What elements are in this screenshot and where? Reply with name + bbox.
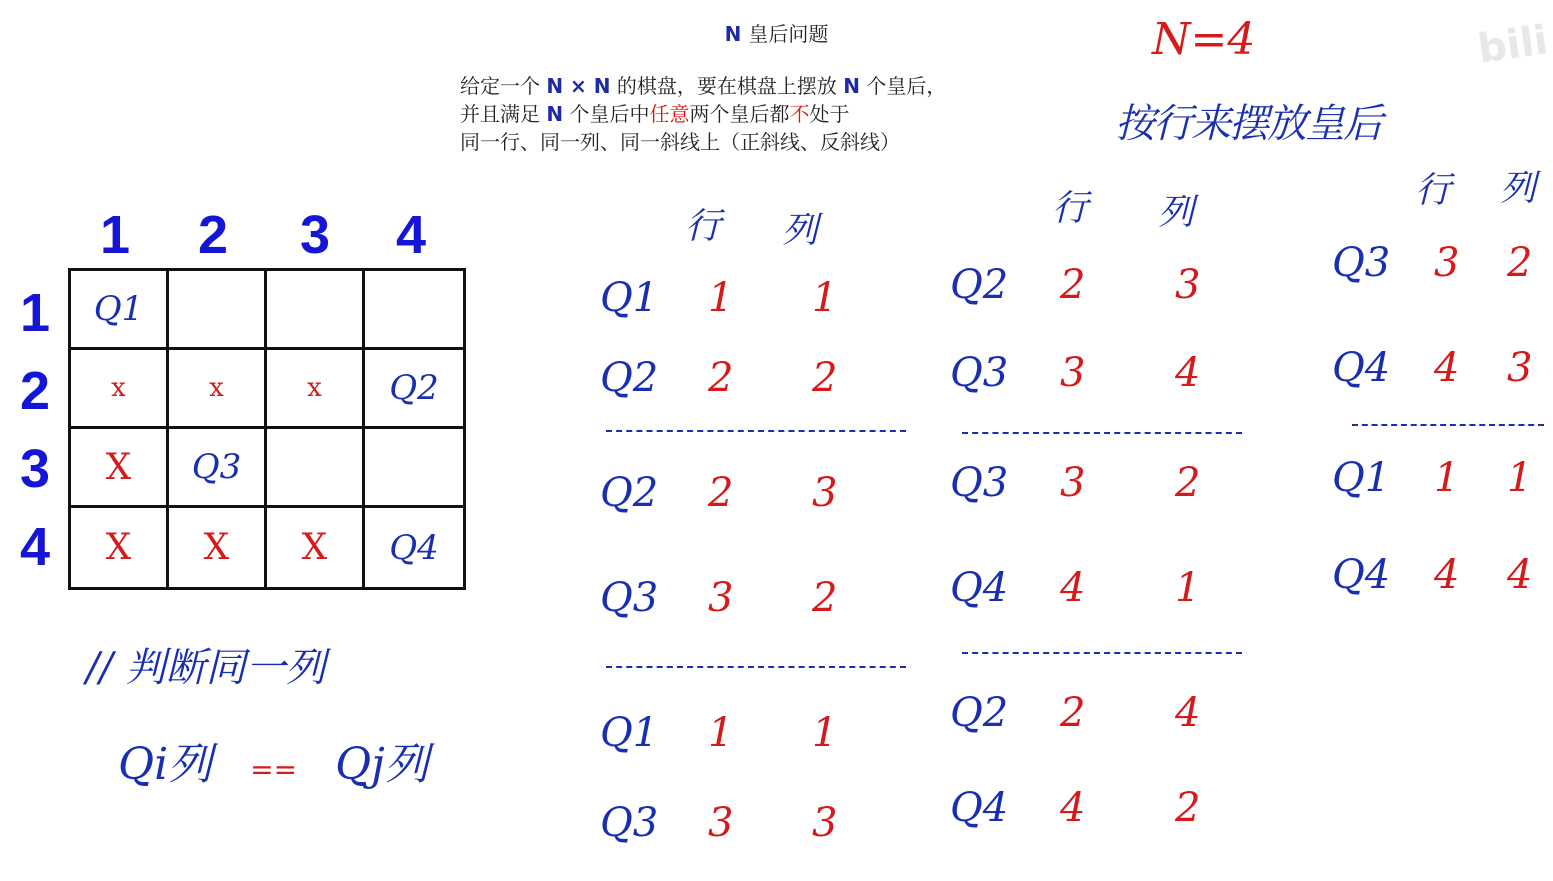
col-value: 1 — [1175, 565, 1201, 611]
col-value: 3 — [812, 470, 838, 516]
row-value: 4 — [1434, 345, 1460, 391]
desc-n: N — [546, 102, 564, 126]
col-value: 1 — [812, 275, 838, 321]
check-column-note: // 判断同一列 — [86, 645, 326, 691]
page-title — [0, 18, 1553, 47]
board-row-number: 4 — [20, 517, 51, 577]
desc-line-2 — [460, 100, 946, 128]
group-separator — [606, 430, 906, 432]
formula-eq: == — [250, 753, 298, 786]
table-header-col: 列 — [782, 210, 819, 251]
board-cell-queen: Q3 — [169, 429, 267, 508]
group-separator — [962, 652, 1242, 654]
problem-description — [460, 72, 946, 156]
queen-label: Q3 — [1332, 240, 1391, 286]
chess-board — [68, 268, 466, 590]
desc-line-3: 同一行、同一列、同一斜线上（正斜线、反斜线） — [460, 130, 900, 154]
column-formula — [118, 728, 429, 792]
watermark-logo: bili — [1475, 17, 1551, 73]
board-cell-empty — [169, 271, 267, 350]
row-value: 3 — [708, 800, 734, 846]
desc-text: 处于 — [809, 102, 850, 126]
board-row-number: 2 — [20, 361, 51, 421]
desc-text: 两个皇后都 — [689, 102, 790, 126]
queen-label: Q4 — [950, 565, 1009, 611]
board-row-number: 3 — [20, 439, 51, 499]
desc-text: 的棋盘，要在棋盘上摆放 — [616, 74, 837, 98]
col-value: 2 — [1507, 240, 1533, 286]
board-cell-attacked: x — [71, 350, 169, 429]
queen-label: Q2 — [950, 262, 1009, 308]
row-value: 2 — [708, 470, 734, 516]
queen-label: Q2 — [600, 470, 659, 516]
n-equals-note: N=4 — [1152, 14, 1256, 65]
board-cell-empty — [267, 271, 365, 350]
table-header-col: 列 — [1500, 168, 1537, 209]
row-value: 2 — [1060, 690, 1086, 736]
desc-text: 个皇后， — [866, 74, 947, 98]
row-value: 3 — [1060, 350, 1086, 396]
col-value: 3 — [1175, 262, 1201, 308]
board-cell-queen: Q2 — [365, 350, 463, 429]
formula-right: Qj列 — [335, 739, 429, 790]
board-cell-attacked: X — [71, 429, 169, 508]
desc-highlight: 不 — [789, 102, 810, 126]
row-value: 3 — [1434, 240, 1460, 286]
board-cell-attacked: x — [169, 350, 267, 429]
board-cell-empty — [365, 271, 463, 350]
queen-label: Q4 — [1332, 345, 1391, 391]
queen-label: Q3 — [600, 575, 659, 621]
row-value: 4 — [1060, 785, 1086, 831]
row-value: 4 — [1060, 565, 1086, 611]
board-cell-attacked: X — [267, 508, 365, 587]
group-separator — [606, 666, 906, 668]
col-value: 1 — [812, 710, 838, 756]
title-n: N — [724, 22, 742, 46]
queen-label: Q2 — [950, 690, 1009, 736]
row-value: 3 — [1060, 460, 1086, 506]
col-value: 2 — [1175, 460, 1201, 506]
row-value: 1 — [1434, 455, 1460, 501]
queen-label: Q1 — [600, 275, 659, 321]
board-cell-attacked: X — [71, 508, 169, 587]
table-header-row: 行 — [1415, 170, 1452, 211]
board-cell-queen: Q4 — [389, 527, 439, 568]
title-text: 皇后问题 — [748, 22, 829, 46]
board-col-number: 4 — [396, 205, 427, 265]
col-value: 4 — [1507, 552, 1533, 598]
desc-text: 给定一个 — [460, 74, 540, 98]
queen-label: Q4 — [1332, 552, 1391, 598]
table-header-row: 行 — [1052, 188, 1089, 229]
board-cell-attacked: X — [169, 508, 267, 587]
queen-label: Q2 — [600, 355, 659, 401]
desc-line-1 — [460, 72, 946, 100]
queen-label: Q1 — [600, 710, 659, 756]
col-value: 2 — [812, 575, 838, 621]
col-value: 4 — [1175, 690, 1201, 736]
col-value: 3 — [812, 800, 838, 846]
col-value: 4 — [1175, 350, 1201, 396]
desc-text: 个皇后中 — [569, 102, 650, 126]
queen-label: Q3 — [600, 800, 659, 846]
table-header-row: 行 — [685, 206, 722, 247]
row-value: 1 — [708, 275, 734, 321]
desc-n: N × N — [546, 74, 611, 98]
placement-note: 按行来摆放皇后 — [1115, 101, 1381, 147]
queen-label: Q4 — [950, 785, 1009, 831]
board-cell-queen: Q1 — [71, 271, 169, 350]
board-row-number: 1 — [20, 283, 51, 343]
col-value: 2 — [1175, 785, 1201, 831]
col-value: 1 — [1507, 455, 1533, 501]
group-separator — [1352, 424, 1544, 426]
desc-n: N — [843, 74, 860, 98]
queen-label: Q3 — [950, 460, 1009, 506]
queen-label: Q3 — [950, 350, 1009, 396]
desc-highlight: 任意 — [649, 102, 690, 126]
board-col-number: 2 — [198, 205, 229, 265]
row-value: 1 — [708, 710, 734, 756]
group-separator — [962, 432, 1242, 434]
col-value: 2 — [812, 355, 838, 401]
board-cell-empty — [365, 429, 463, 508]
row-value: 2 — [708, 355, 734, 401]
row-value: 4 — [1434, 552, 1460, 598]
board-col-number: 1 — [100, 205, 131, 265]
desc-text: 并且满足 — [460, 102, 540, 126]
col-value: 3 — [1507, 345, 1533, 391]
board-col-number: 3 — [300, 205, 331, 265]
row-value: 2 — [1060, 262, 1086, 308]
row-value: 3 — [708, 575, 734, 621]
formula-left: Qi列 — [118, 739, 213, 790]
table-header-col: 列 — [1158, 192, 1195, 233]
board-cell-empty — [267, 429, 365, 508]
queen-label: Q1 — [1332, 455, 1391, 501]
board-cell-attacked: x — [267, 350, 365, 429]
